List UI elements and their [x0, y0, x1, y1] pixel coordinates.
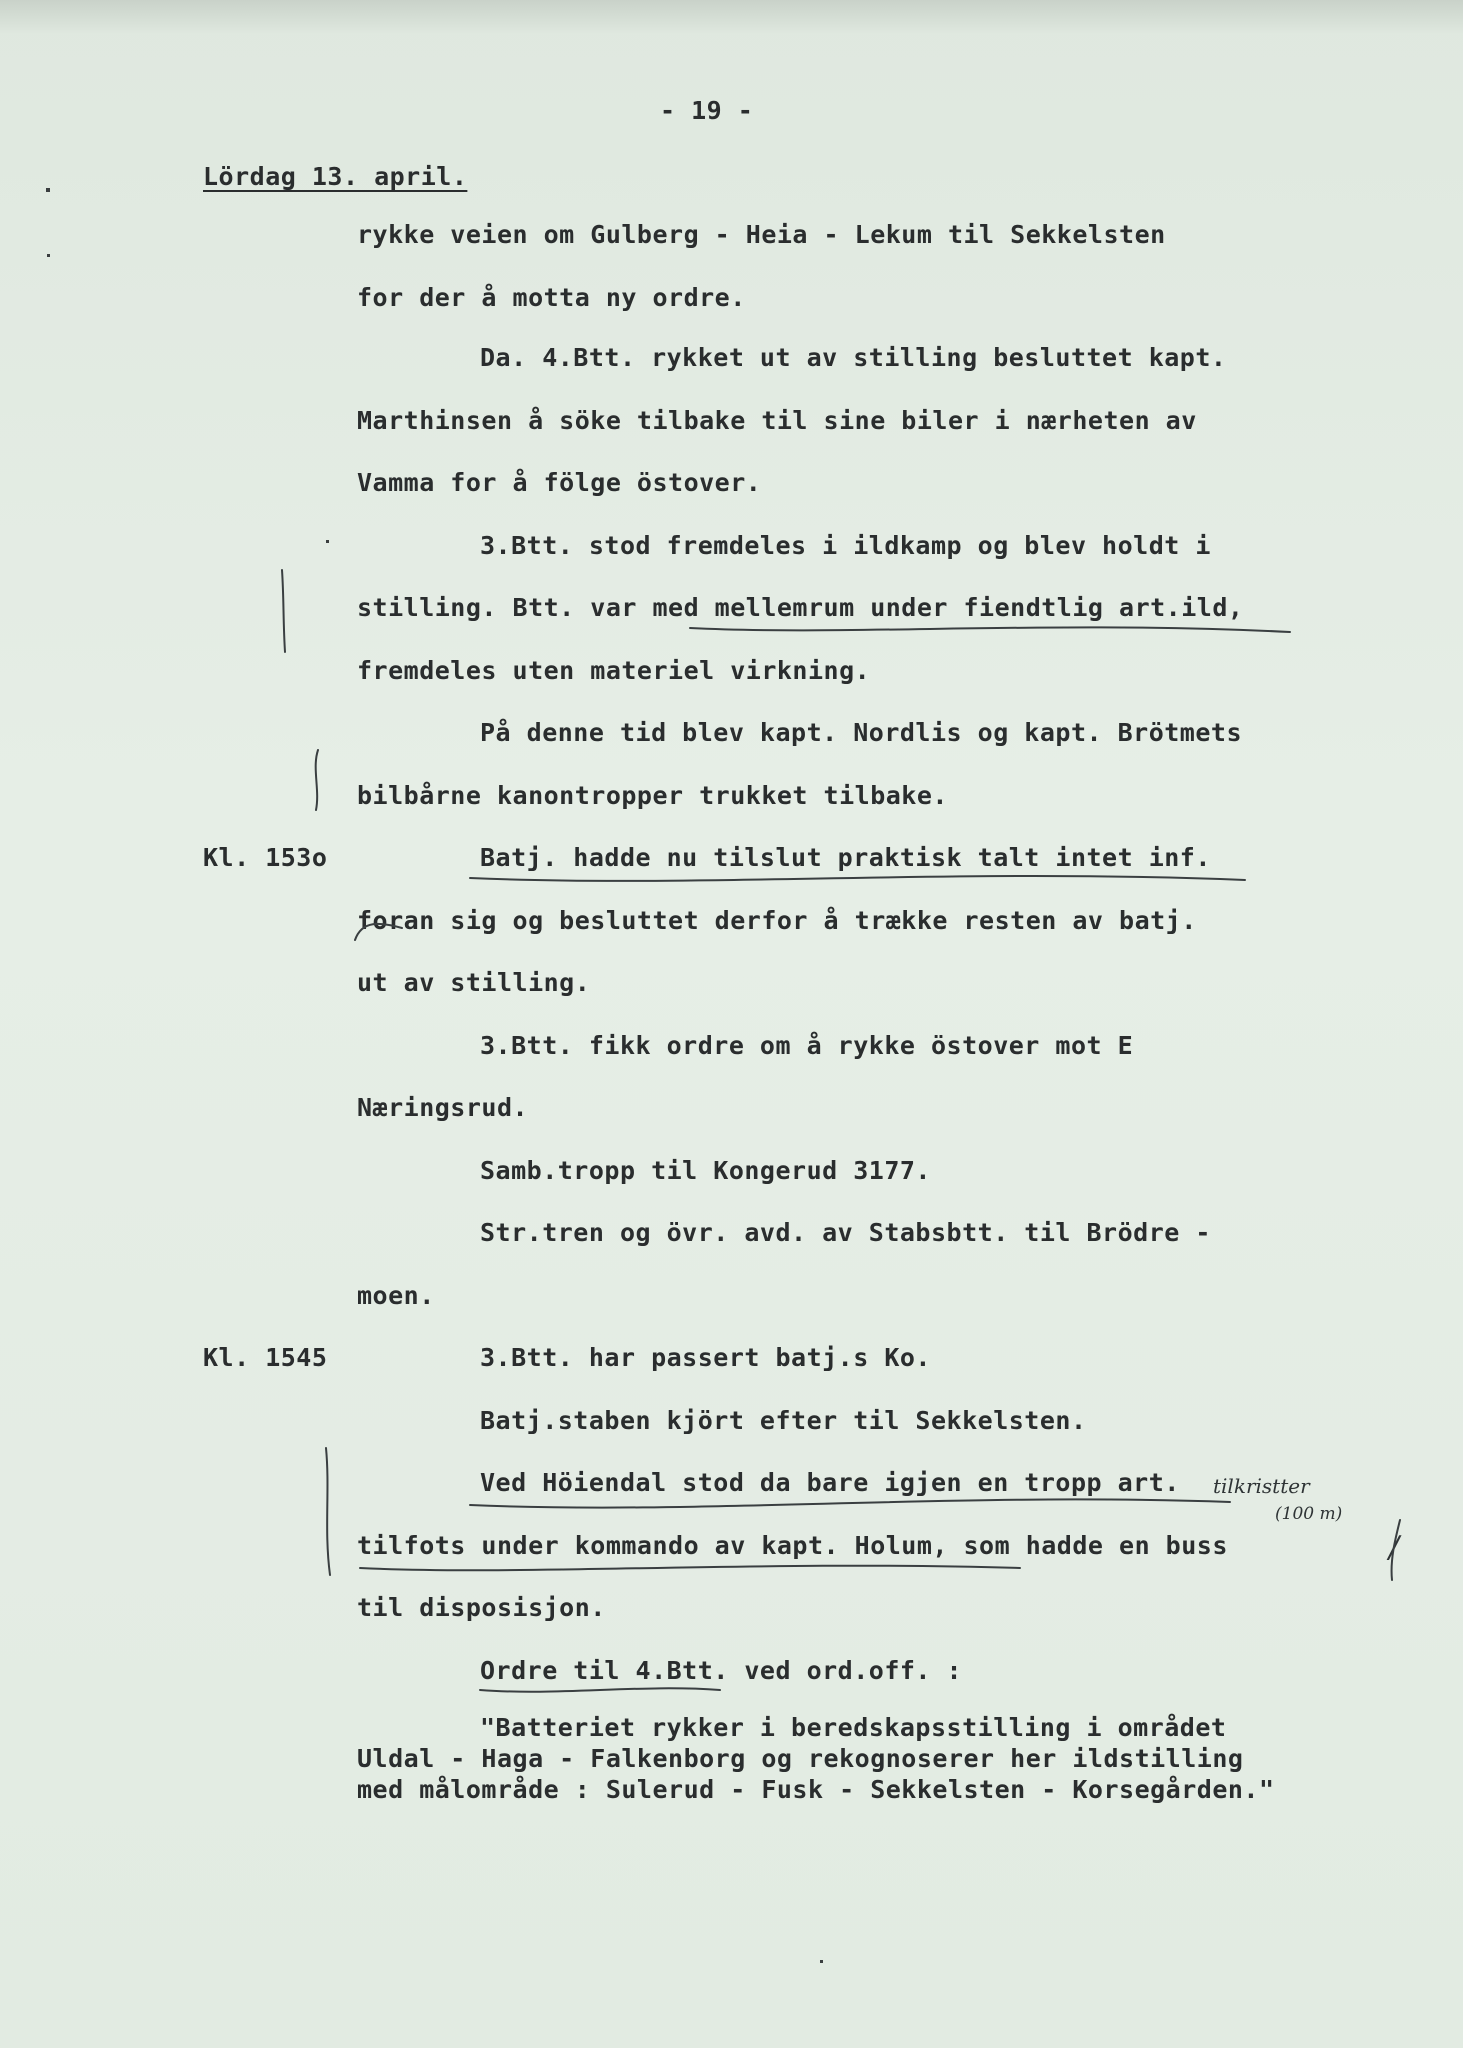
text-line: 3.Btt. fikk ordre om å rykke östover mot E: [480, 1031, 1134, 1060]
text-line: fremdeles uten materiel virkning.: [357, 656, 871, 685]
handwritten-note: (100 m): [1275, 1504, 1343, 1524]
text-line: Vamma for å fölge östover.: [357, 468, 762, 497]
margin-time: Kl. 153o: [203, 843, 328, 872]
text-line: Da. 4.Btt. rykket ut av stilling besluttet kapt.: [480, 343, 1227, 372]
page-number: - 19 -: [660, 96, 754, 125]
pencil-underline: [470, 876, 1245, 881]
quote-line: Uldal - Haga - Falkenborg og rekognoserer her ildstilling: [357, 1744, 1244, 1773]
text-line: bilbårne kanontropper trukket tilbake.: [357, 781, 948, 810]
scan-speck: [820, 1960, 823, 1963]
text-line: moen.: [357, 1281, 435, 1310]
date-heading: Lördag 13. april.: [203, 162, 468, 191]
margin-bracket: [282, 570, 285, 652]
text-line: Samb.tropp til Kongerud 3177.: [480, 1156, 931, 1185]
text-line: Marthinsen å söke tilbake til sine biler i nærheten av: [357, 406, 1197, 435]
text-line: Batj. hadde nu tilslut praktisk talt intet inf.: [480, 843, 1211, 872]
pencil-underline: [355, 924, 402, 940]
pencil-underline: [690, 627, 1290, 632]
pencil-underline: [360, 1566, 1020, 1571]
scan-speck: [326, 540, 329, 543]
text-line: tilfots under kommando av kapt. Holum, som hadde en buss: [357, 1531, 1228, 1560]
text-line: Batj.staben kjört efter til Sekkelsten.: [480, 1406, 1087, 1435]
handwritten-note: tilkristter: [1213, 1474, 1310, 1498]
margin-bracket: [326, 1448, 330, 1575]
quote-line: med målområde : Sulerud - Fusk - Sekkelsten - Korsegården.": [357, 1775, 1275, 1804]
scan-speck: [47, 254, 50, 257]
text-line: På denne tid blev kapt. Nordlis og kapt. Brötmets: [480, 718, 1243, 747]
text-line: stilling. Btt. var med mellemrum under fiendtlig art.ild,: [357, 593, 1244, 622]
pencil-underline: [470, 1499, 1230, 1507]
quote-line: "Batteriet rykker i beredskapsstilling i området: [480, 1713, 1227, 1742]
text-line: for der å motta ny ordre.: [357, 283, 746, 312]
text-line: rykke veien om Gulberg - Heia - Lekum til Sekkelsten: [357, 220, 1166, 249]
text-line: Str.tren og övr. avd. av Stabsbtt. til Brödre -: [480, 1218, 1211, 1247]
text-line: 3.Btt. stod fremdeles i ildkamp og blev holdt i: [480, 531, 1211, 560]
text-line: til disposisjon.: [357, 1593, 606, 1622]
text-line: 3.Btt. har passert batj.s Ko.: [480, 1343, 931, 1372]
margin-time: Kl. 1545: [203, 1343, 328, 1372]
scan-speck: [46, 188, 50, 192]
text-line: Næringsrud.: [357, 1093, 529, 1122]
margin-bracket: [316, 750, 318, 810]
text-line: foran sig og besluttet derfor å trække resten av batj.: [357, 906, 1197, 935]
text-line: ut av stilling.: [357, 968, 591, 997]
pencil-paren: [1392, 1520, 1400, 1580]
handwritten-mark: /: [1389, 1530, 1400, 1565]
pencil-underline: [480, 1688, 720, 1691]
text-line: Ordre til 4.Btt. ved ord.off. :: [480, 1656, 963, 1685]
text-line: Ved Höiendal stod da bare igjen en tropp art.: [480, 1468, 1180, 1497]
